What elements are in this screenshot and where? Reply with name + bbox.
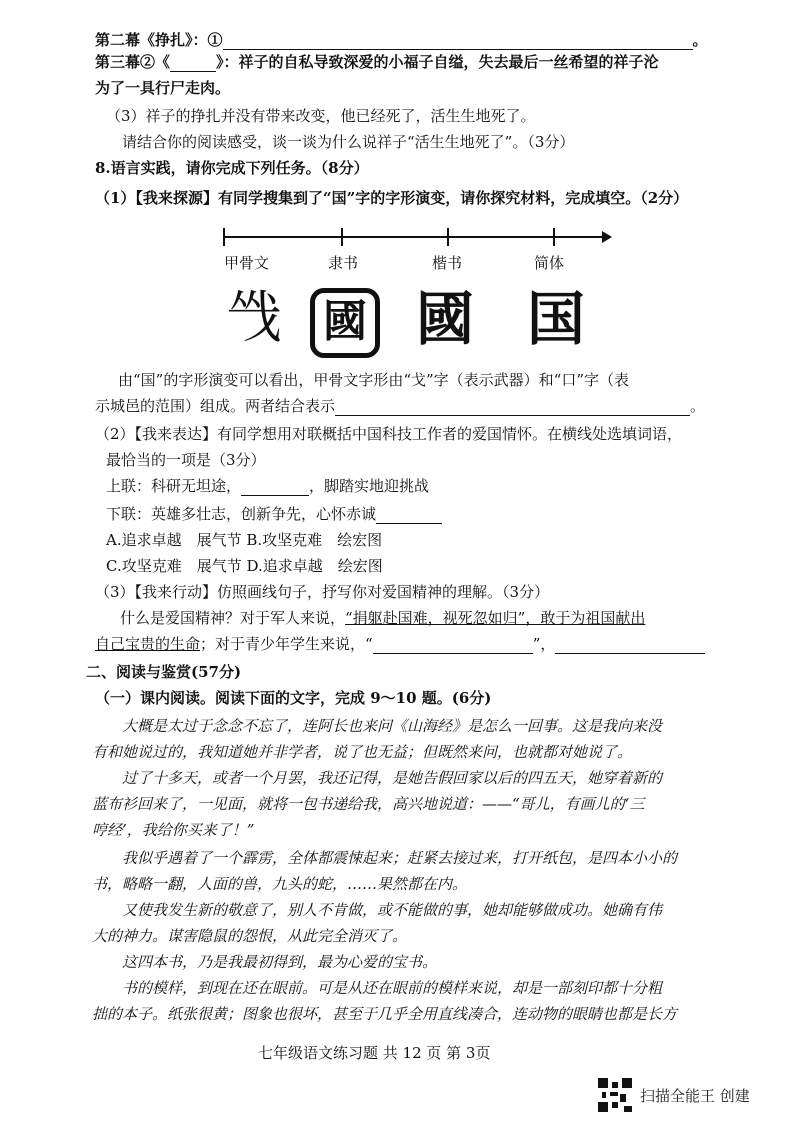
q8-3-underlined-end: 自己宝贵的生命: [95, 635, 201, 653]
couplet-lower-blank[interactable]: [376, 507, 442, 524]
option-cd: C.攻坚克难 展气节 D.追求卓越 绘宏图: [106, 557, 383, 575]
label-regular: 楷书: [432, 254, 463, 272]
glyph-simplified: 国: [527, 285, 586, 353]
option-ab: A.追求卓越 展气节 B.攻坚克难 绘宏图: [106, 531, 383, 549]
passage-p1a: 大概是太过于念念不忘了，连阿长也来问《山海经》是怎么一回事。这是我向来没: [122, 717, 663, 735]
couplet-upper-blank[interactable]: [241, 479, 309, 496]
glyph-clerical: 國: [310, 288, 380, 358]
act-three-label: 第三幕②《: [95, 53, 171, 71]
passage-p4a: 又使我发生新的敬意了，别人不肯做，或不能做的事，她却能够做成功。她确有伟: [122, 901, 663, 919]
passage-p2c: 哼经’，我给你买来了！”: [92, 821, 255, 839]
couplet-upper-text: 上联：科研无坦途，: [106, 477, 242, 495]
q8-3-blank[interactable]: [373, 637, 533, 654]
act-two-label: 第二幕《挣扎》：①: [95, 31, 223, 49]
couplet-lower-text: 下联：英雄多壮志，创新争先，心怀赤诚: [106, 505, 377, 523]
label-clerical: 隶书: [328, 254, 359, 272]
qr-code-icon: [598, 1078, 632, 1112]
label-oracle: 甲骨文: [224, 254, 270, 272]
q8-1-end: 。: [690, 397, 706, 415]
act-three-blank[interactable]: [170, 55, 216, 72]
q8-3-student: ；对于青少年学生来说，“: [200, 635, 373, 653]
q8-heading: 8.语言实践，请你完成下列任务。（8分）: [95, 159, 369, 177]
passage-p6a: 书的模样，到现在还在眼前。可是从还在眼前的模样来说，却是一部刻印都十分粗: [122, 979, 663, 997]
character-evolution-figure: [222, 222, 612, 352]
q8-1-fill-line: [95, 396, 705, 416]
passage-p3a: 我似乎遇着了一个霹雳，全体都震悚起来；赶紧去接过来，打开纸包，是四本小小的: [122, 849, 678, 867]
label-simplified: 简体: [534, 254, 565, 272]
act-three-cont: 为了一具行尸走肉。: [95, 79, 231, 97]
q8-2-prompt: 最恰当的一项是（3分）: [106, 451, 266, 469]
glyph-oracle: 㦰: [226, 286, 274, 351]
passage-p2a: 过了十多天，或者一个月罢，我还记得，是她告假回家以后的四五天，她穿着新的: [122, 769, 663, 787]
passage-p6b: 拙的本子。纸张很黄；图象也很坏，甚至于几乎全用直线凑合，连动物的眼睛也都是长方: [92, 1005, 678, 1023]
q7-3: （3）祥子的挣扎并没有带来改变，他已经死了，活生生地死了。: [106, 107, 536, 125]
q8-1-fill-label: 示城邑的范围）组成。两者结合表示: [95, 397, 336, 415]
q8-3-intro: 什么是爱国精神？对于军人来说，: [120, 609, 346, 627]
act-two-end: 。: [692, 31, 708, 49]
couplet-upper-end: ，脚踏实地迎挑战: [309, 477, 430, 495]
couplet-lower: [106, 504, 442, 524]
q8-3: （3）【我来行动】仿照画线句子，抒写你对爱国精神的理解。（3分）: [95, 583, 550, 601]
glyph-regular: 國: [416, 285, 475, 353]
q7-3-prompt: 请结合你的阅读感受，谈一谈为什么说祥子“活生生地死了”。（3分）: [122, 133, 575, 151]
q8-3-underlined: “捐躯赴国难，视死忽如归”，敢于为祖国献出: [345, 609, 646, 627]
act-three-text: 》：祥子的自私导致深爱的小福子自缢，失去最后一丝希望的祥子沦: [216, 53, 659, 71]
timeline-arrow: [222, 222, 612, 252]
section-two-heading: 二、阅读与鉴赏(57分): [86, 663, 242, 681]
q8-1: （1）【我来探源】有同学搜集到了“国”字的字形演变，请你探究材料，完成填空。（2分）: [95, 189, 689, 207]
q8-1-text: 由“国”的字形演变可以看出，甲骨文字形由“戈”字（表示武器）和“口”字（表: [118, 371, 630, 389]
passage-p4b: 大的神力。谋害隐鼠的怨恨，从此完全消灭了。: [92, 927, 408, 945]
act-two-line: [95, 30, 708, 50]
q8-3-quote-end: ”，: [532, 635, 556, 653]
q8-1-blank[interactable]: [335, 399, 690, 416]
scanner-watermark: [598, 1078, 750, 1112]
page-footer: 七年级语文练习题 共 12 页 第 3页: [258, 1044, 491, 1062]
q8-3-line2: [95, 634, 705, 654]
act-two-blank[interactable]: [223, 33, 693, 50]
couplet-upper: [106, 476, 429, 496]
passage-p2b: 蓝布衫回来了，一见面，就将一包书递给我，高兴地说道：——“哥儿，有画儿的‘三: [92, 795, 645, 813]
passage-p3b: 书，略略一翻，人面的兽，九头的蛇，……果然都在内。: [92, 875, 468, 893]
passage-p1b: 有和她说过的，我知道她并非学者，说了也无益；但既然来问，也就都对她说了。: [92, 743, 633, 761]
passage-p5: 这四本书，乃是我最初得到，最为心爱的宝书。: [122, 953, 438, 971]
q8-3-line1: [120, 608, 645, 628]
q8-2: （2）【我来表达】有同学想用对联概括中国科技工作者的爱国情怀。在横线处选填词语，: [95, 425, 683, 443]
act-three-line: [95, 52, 659, 72]
q8-3-blank-2[interactable]: [555, 637, 705, 654]
part-one-heading: （一）课内阅读。阅读下面的文字，完成 9～10 题。(6分): [95, 689, 492, 707]
watermark-text: 扫描全能王 创建: [640, 1086, 750, 1105]
